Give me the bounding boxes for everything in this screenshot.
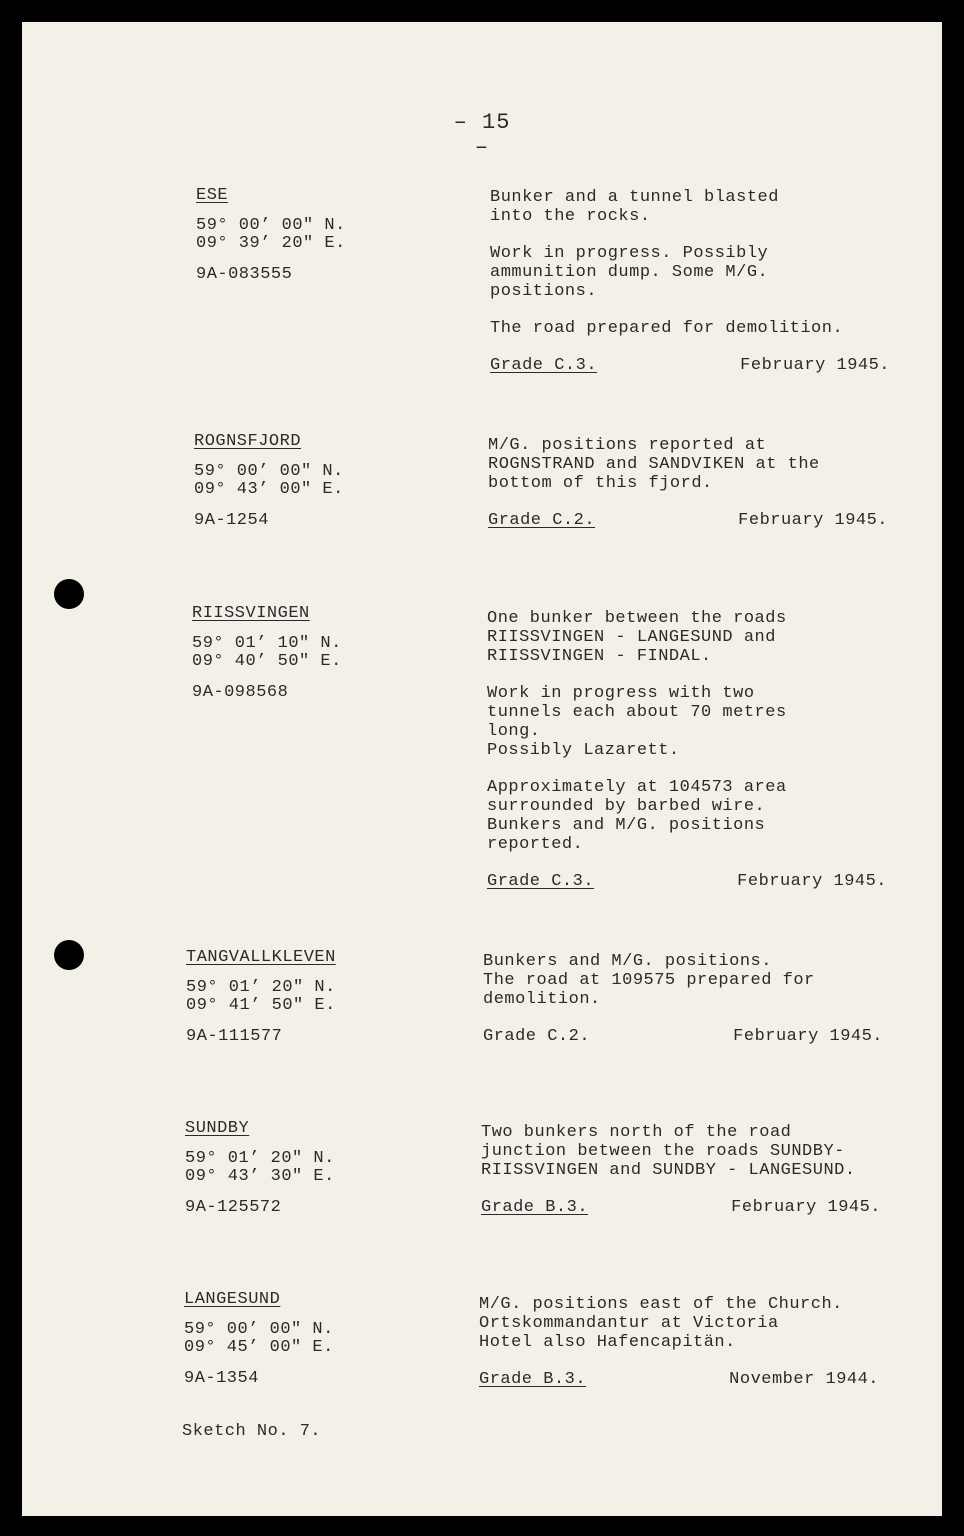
punch-hole-lower <box>54 940 84 970</box>
description: Two bunkers north of the road junction between the roads SUNDBY- RIISSVINGEN and SUNDBY - LANGESUND. <box>481 1123 856 1180</box>
report-date: February 1945. <box>733 1027 883 1046</box>
map-reference: 9A-083555 <box>196 265 293 284</box>
latitude: 59° 01’ 20" N. <box>186 978 336 997</box>
map-reference: 9A-125572 <box>185 1198 282 1217</box>
latitude: 59° 00’ 00" N. <box>196 216 346 235</box>
latitude: 59° 01’ 20" N. <box>185 1149 335 1168</box>
map-reference: 9A-1354 <box>184 1369 259 1388</box>
longitude: 09° 39’ 20" E. <box>196 234 346 253</box>
longitude: 09° 43’ 30" E. <box>185 1167 335 1186</box>
longitude: 09° 45’ 00" E. <box>184 1338 334 1357</box>
document-page <box>22 22 942 1516</box>
description: Bunker and a tunnel blasted into the rocks. <box>490 188 779 226</box>
description: The road prepared for demolition. <box>490 319 844 338</box>
place-name: ESE <box>196 186 229 205</box>
map-reference: 9A-1254 <box>194 511 269 530</box>
map-reference: 9A-098568 <box>192 683 289 702</box>
grade: Grade C.3. <box>487 872 595 891</box>
map-reference: 9A-111577 <box>186 1027 283 1046</box>
longitude: 09° 40’ 50" E. <box>192 652 342 671</box>
description: M/G. positions east of the Church. Ortskommandantur at Victoria Hotel also Hafencapitän. <box>479 1295 843 1352</box>
latitude: 59° 01’ 10" N. <box>192 634 342 653</box>
description: One bunker between the roads RIISSVINGEN - LANGESUND and RIISSVINGEN - FINDAL. <box>487 609 787 666</box>
report-date: February 1945. <box>740 356 890 375</box>
latitude: 59° 00’ 00" N. <box>194 462 344 481</box>
description: M/G. positions reported at ROGNSTRAND and SANDVIKEN at the bottom of this fjord. <box>488 436 820 493</box>
place-name: TANGVALLKLEVEN <box>186 948 336 967</box>
longitude: 09° 41’ 50" E. <box>186 996 336 1015</box>
report-date: February 1945. <box>737 872 887 891</box>
sketch-reference: Sketch No. 7. <box>182 1422 322 1441</box>
place-name: RIISSVINGEN <box>192 604 310 623</box>
report-date: November 1944. <box>729 1370 879 1389</box>
place-name: SUNDBY <box>185 1119 250 1138</box>
place-name: LANGESUND <box>184 1290 281 1309</box>
grade: Grade B.3. <box>481 1198 589 1217</box>
description: Work in progress. Possibly ammunition dump. Some M/G. positions. <box>490 244 769 301</box>
punch-hole-upper <box>54 579 84 609</box>
report-date: February 1945. <box>738 511 888 530</box>
grade: Grade C.3. <box>490 356 598 375</box>
latitude: 59° 00’ 00" N. <box>184 1320 334 1339</box>
grade: Grade C.2. <box>488 511 596 530</box>
longitude: 09° 43’ 00" E. <box>194 480 344 499</box>
description: Bunkers and M/G. positions. The road at 109575 prepared for demolition. <box>483 952 815 1009</box>
report-date: February 1945. <box>731 1198 881 1217</box>
page-number: – 15 – <box>453 110 511 160</box>
grade: Grade C.2. <box>483 1027 591 1046</box>
place-name: ROGNSFJORD <box>194 432 302 451</box>
description: Approximately at 104573 area surrounded by barbed wire. Bunkers and M/G. positions reported. <box>487 778 787 854</box>
grade: Grade B.3. <box>479 1370 587 1389</box>
description: Work in progress with two tunnels each about 70 metres long. Possibly Lazarett. <box>487 684 787 760</box>
